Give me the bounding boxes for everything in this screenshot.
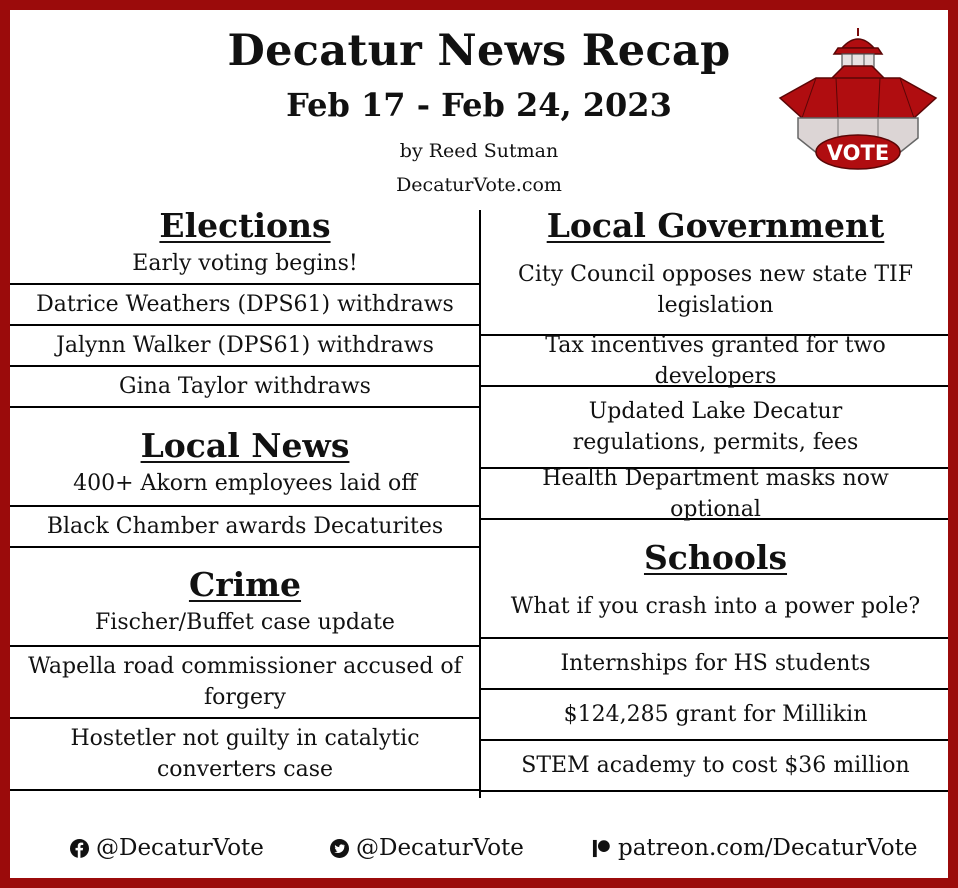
list-item[interactable]: Internships for HS students — [481, 639, 948, 690]
list-item[interactable]: Tax incentives granted for two developers — [481, 336, 948, 387]
patreon-url: patreon.com/DecaturVote — [618, 835, 918, 861]
section-local-government — [481, 206, 948, 336]
section-schools — [481, 520, 948, 639]
list-item[interactable]: City Council opposes new state TIF legislation — [518, 262, 913, 318]
section-heading-local-news: Local News — [140, 426, 350, 465]
list-item[interactable]: 400+ Akorn employees laid off — [73, 471, 417, 496]
list-item[interactable]: Wapella road commissioner accused of forgery — [10, 647, 480, 719]
list-item[interactable]: What if you crash into a power pole? — [510, 594, 921, 619]
twitter-link[interactable] — [330, 834, 524, 862]
list-item[interactable]: Updated Lake Decatur regulations, permits, fees — [481, 387, 948, 469]
byline: by Reed Sutman — [399, 140, 559, 162]
section-heading-schools: Schools — [643, 538, 788, 577]
page-title: Decatur News Recap — [227, 26, 731, 76]
section-heading-crime: Crime — [188, 565, 302, 604]
list-item[interactable]: STEM academy to cost $36 million — [481, 741, 948, 792]
list-item[interactable]: Early voting begins! — [132, 251, 358, 276]
section-elections — [10, 206, 480, 285]
list-item[interactable]: $124,285 grant for Millikin — [481, 690, 948, 741]
recap-page — [10, 10, 948, 878]
date-range: Feb 17 - Feb 24, 2023 — [286, 86, 672, 124]
patreon-link[interactable] — [592, 834, 917, 862]
patreon-icon — [592, 839, 611, 858]
logo-vote-text: VOTE — [826, 141, 890, 165]
twitter-icon — [330, 839, 349, 858]
facebook-icon — [70, 839, 89, 858]
header — [10, 10, 948, 210]
list-item[interactable]: Fischer/Buffet case update — [95, 610, 395, 635]
list-item[interactable]: Jalynn Walker (DPS61) withdraws — [10, 326, 480, 367]
section-local-news — [10, 408, 480, 507]
facebook-link[interactable] — [70, 834, 264, 862]
footer — [10, 800, 948, 878]
list-item[interactable]: Health Department masks now optional — [481, 469, 948, 520]
list-item[interactable]: Gina Taylor withdraws — [10, 367, 480, 408]
section-heading-local-government: Local Government — [546, 206, 885, 245]
right-column — [479, 206, 948, 798]
section-crime — [10, 548, 480, 647]
list-item[interactable]: Black Chamber awards Decaturites — [10, 507, 480, 548]
list-item[interactable]: Hostetler not guilty in catalytic converters case — [10, 719, 480, 791]
list-item[interactable]: Datrice Weathers (DPS61) withdraws — [10, 285, 480, 326]
gazebo-vote-logo — [776, 26, 940, 174]
left-column — [10, 206, 480, 791]
twitter-handle: @DecaturVote — [356, 835, 524, 861]
section-heading-elections: Elections — [159, 206, 331, 245]
site-link[interactable]: DecaturVote.com — [396, 174, 562, 196]
facebook-handle: @DecaturVote — [96, 835, 264, 861]
